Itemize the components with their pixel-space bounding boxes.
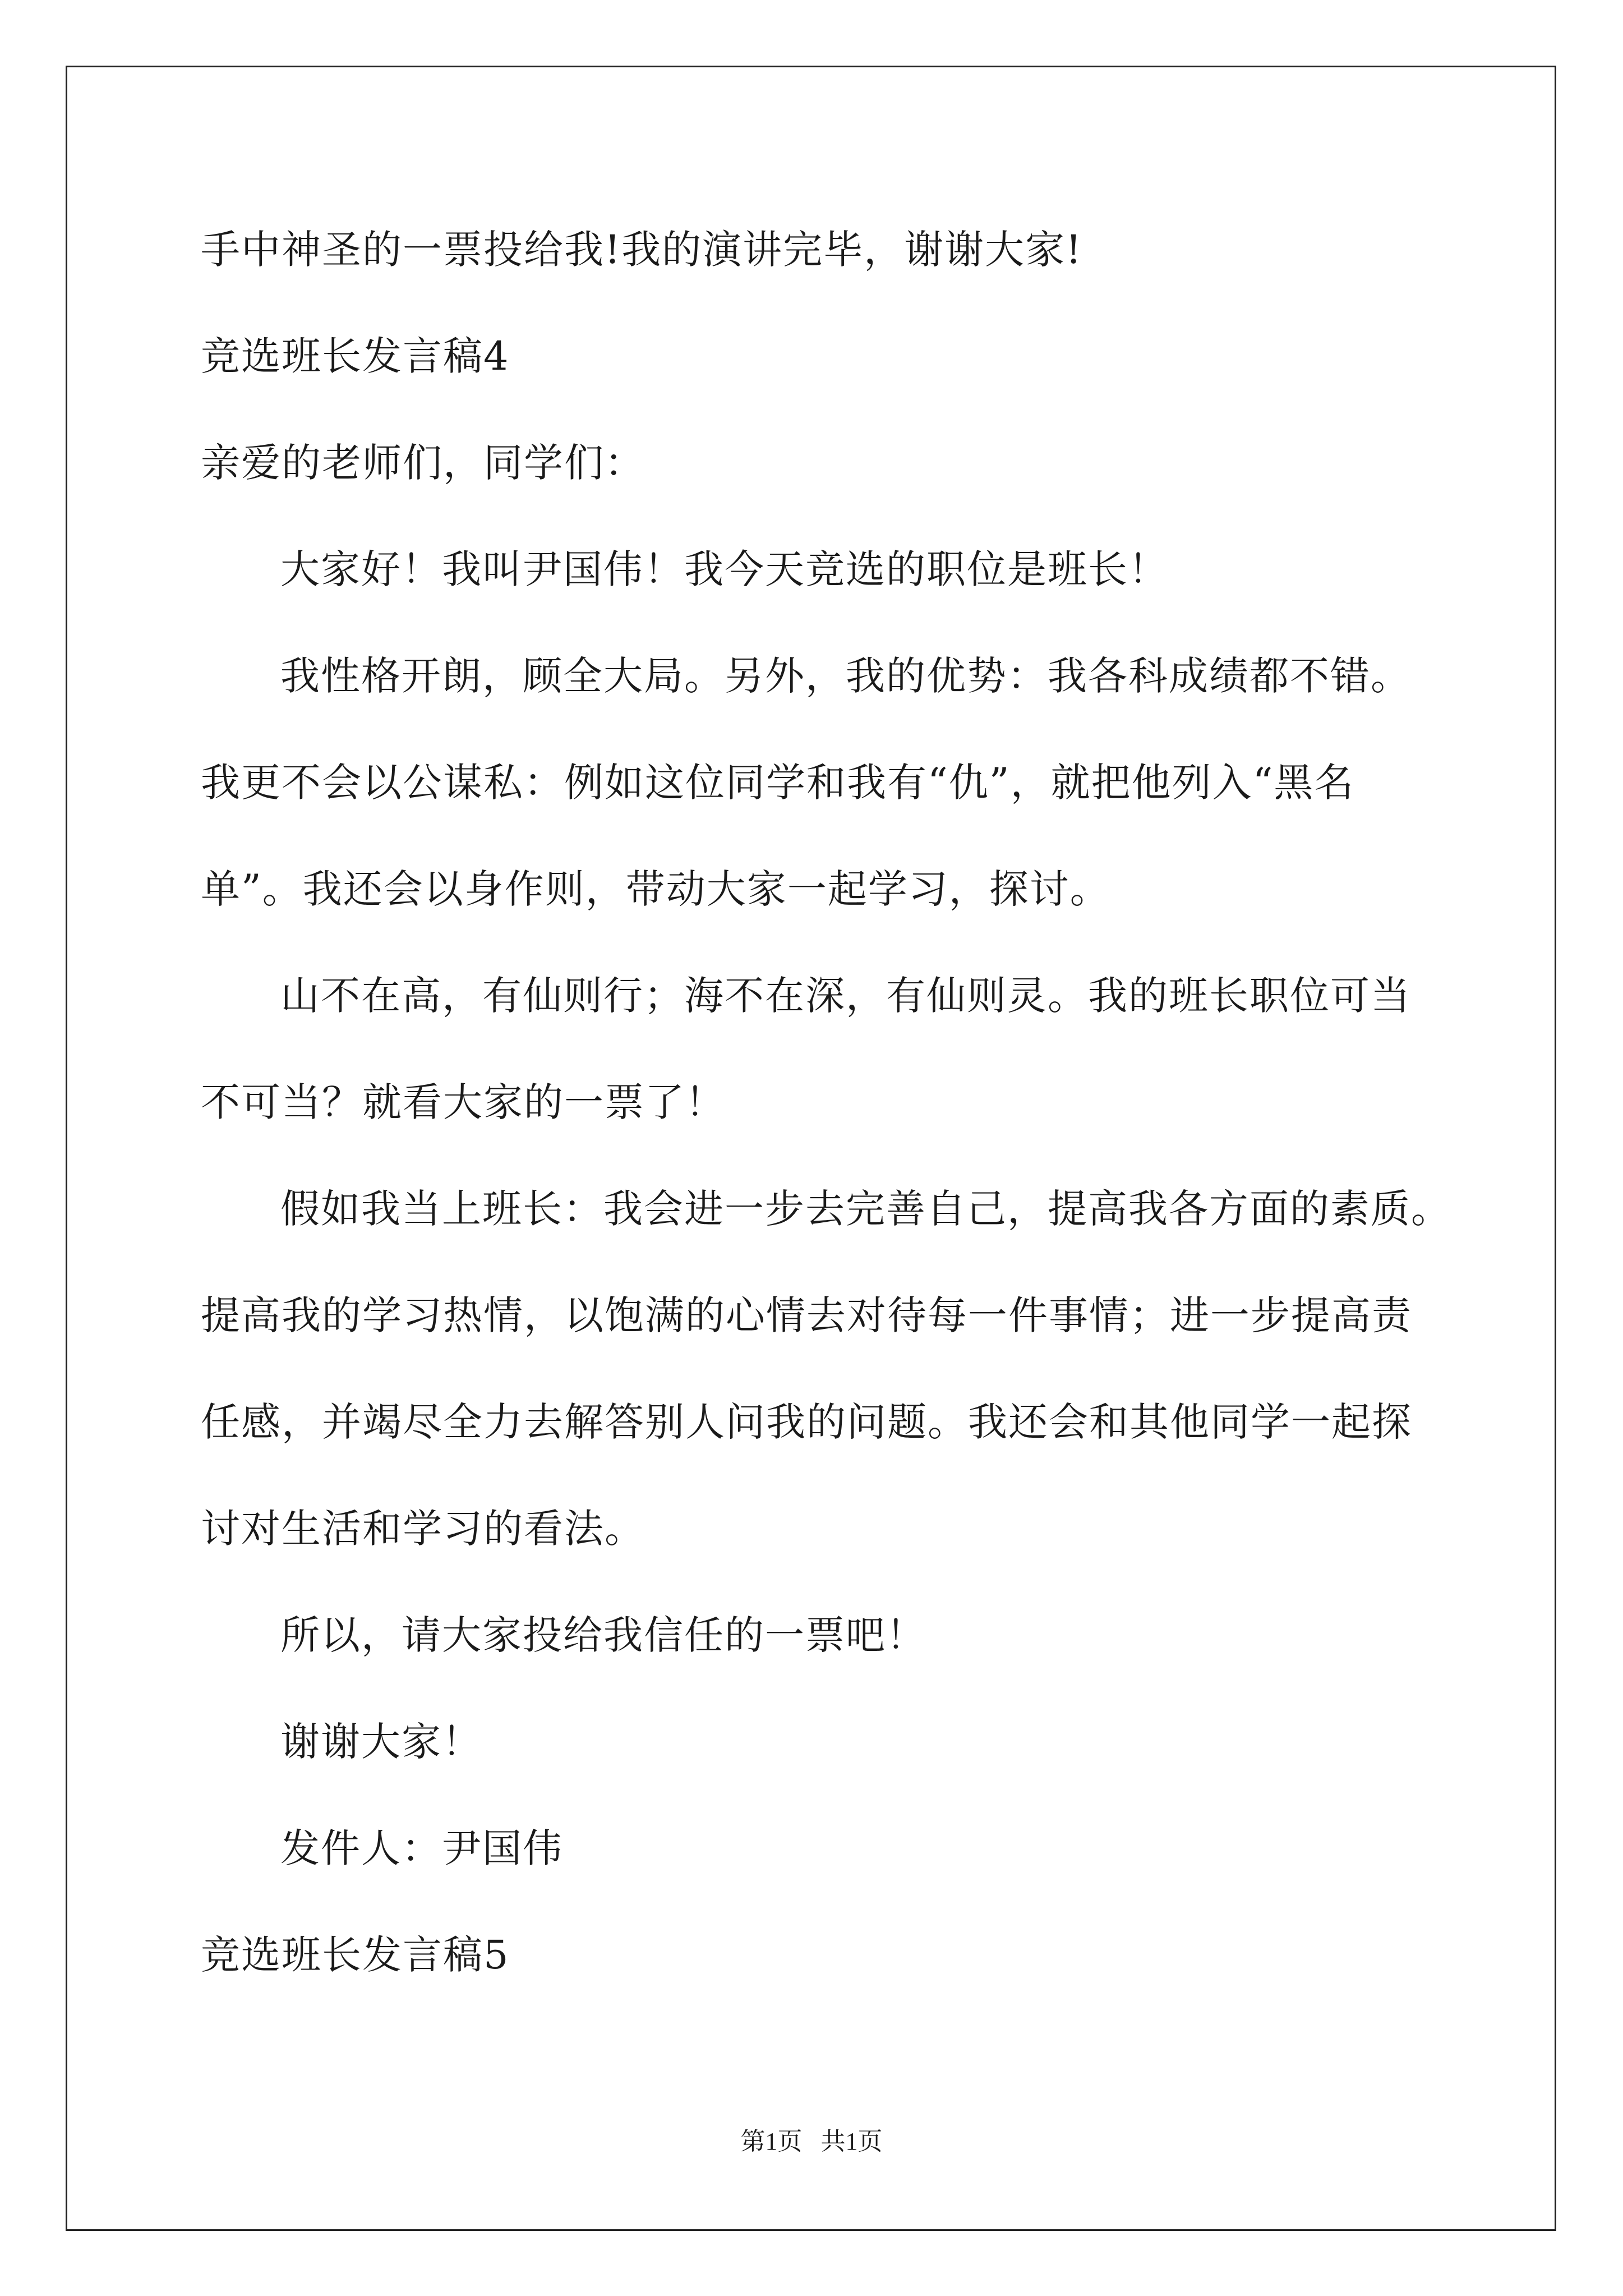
paragraph-line: 讨对生活和学习的看法。 xyxy=(201,1506,645,1552)
paragraph-line: 大家好！我叫尹国伟！我今天竞选的职位是班长！ xyxy=(280,546,1169,592)
page-footer: 第1页 共1页 xyxy=(740,2128,883,2155)
page-border xyxy=(66,66,1556,2231)
paragraph-line: 假如我当上班长：我会进一步去完善自己，提高我各方面的素质。 xyxy=(280,1186,1451,1232)
paragraph-line: 我性格开朗，顾全大局。另外，我的优势：我各科成绩都不错。 xyxy=(280,653,1411,699)
sender-line: 发件人：尹国伟 xyxy=(280,1825,563,1871)
paragraph-line: 任感，并竭尽全力去解答别人问我的问题。我还会和其他同学一起探 xyxy=(201,1399,1412,1445)
section-heading: 竞选班长发言稿4 xyxy=(201,333,510,379)
paragraph-line: 提高我的学习热情，以饱满的心情去对待每一件事情；进一步提高责 xyxy=(201,1292,1412,1338)
paragraph-line: 单”。我还会以身作则，带动大家一起学习，探讨。 xyxy=(201,866,1110,912)
salutation: 亲爱的老师们，同学们： xyxy=(201,440,645,486)
paragraph-line: 山不在高，有仙则行；海不在深，有仙则灵。我的班长职位可当 xyxy=(280,973,1411,1019)
text-line: 手中神圣的一票投给我!我的演讲完毕，谢谢大家! xyxy=(201,227,1083,273)
closing-line: 谢谢大家！ xyxy=(280,1719,482,1765)
section-heading: 竞选班长发言稿5 xyxy=(201,1932,510,1978)
paragraph-line: 所以，请大家投给我信任的一票吧！ xyxy=(280,1612,926,1658)
paragraph-line: 不可当？就看大家的一票了！ xyxy=(201,1079,726,1125)
paragraph-line: 我更不会以公谋私：例如这位同学和我有“仇”，就把他列入“黑名 xyxy=(201,760,1355,806)
